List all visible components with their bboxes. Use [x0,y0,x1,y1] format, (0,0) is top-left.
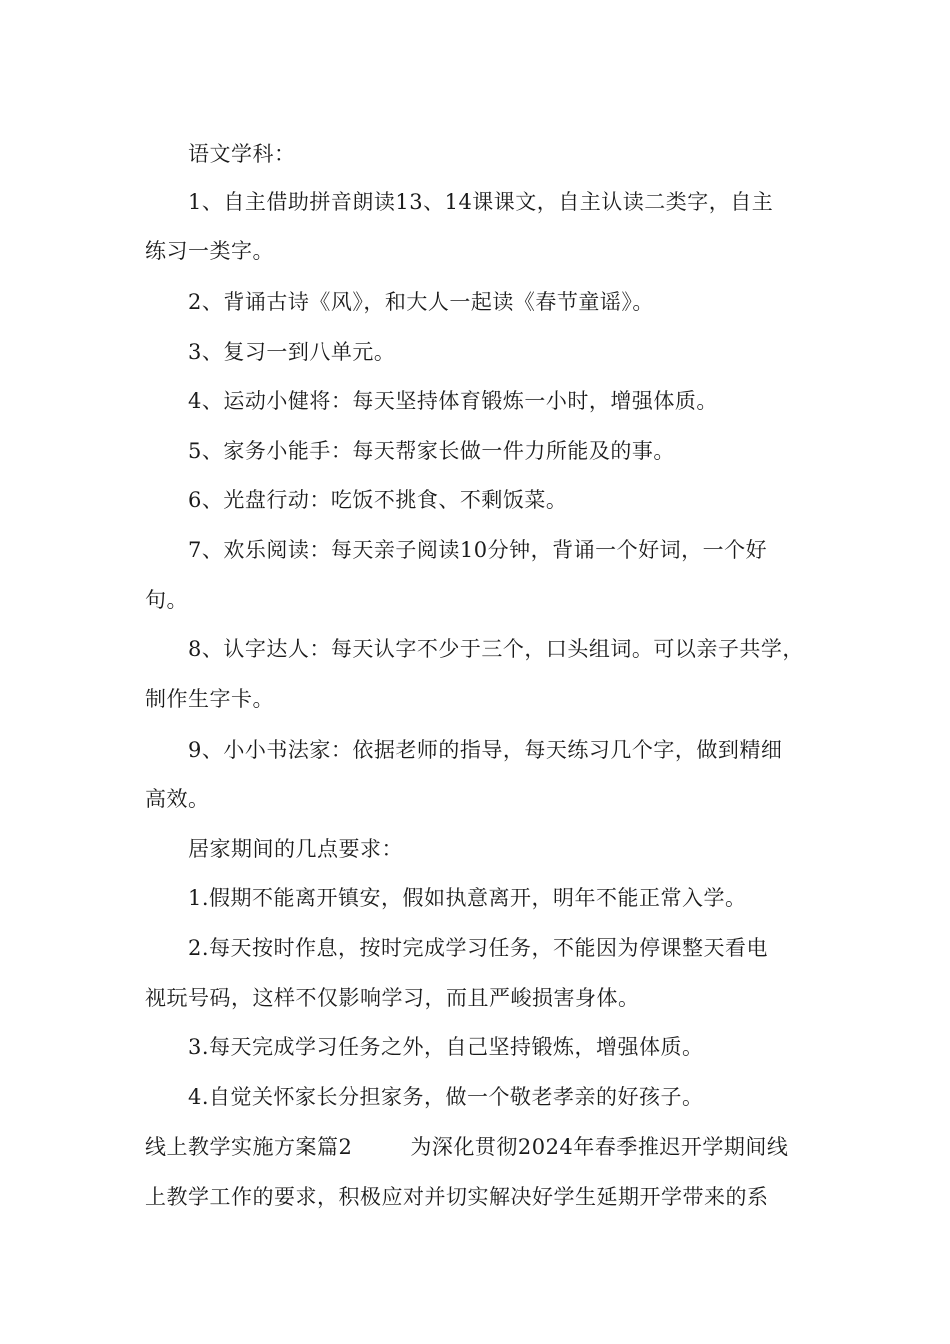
list-item-7-line2: 句。 [145,588,188,612]
list-item-3: 3、复习一到八单元。 [188,340,396,364]
list-item-5: 5、家务小能手：每天帮家长做一件力所能及的事。 [188,439,675,463]
list-item-8-line2: 制作生字卡。 [145,687,274,711]
next-section-line2: 上教学工作的要求，积极应对并切实解决好学生延期开学带来的系 [145,1185,769,1209]
subject-heading: 语文学科： [188,142,296,166]
list-item-6: 6、光盘行动：吃饭不挑食、不剩饭菜。 [188,488,568,512]
list-item-9-line2: 高效。 [145,787,210,811]
requirement-4: 4.自觉关怀家长分担家务，做一个敬老孝亲的好孩子。 [188,1085,704,1109]
requirement-2-line2: 视玩号码，这样不仅影响学习，而且严峻损害身体。 [145,986,640,1010]
list-item-1-line1: 1、自主借助拼音朗读13、14课课文，自主认读二类字，自主 [188,190,774,214]
list-item-1-line2: 练习一类字。 [145,239,274,263]
requirement-3: 3.每天完成学习任务之外，自己坚持锻炼，增强体质。 [188,1035,704,1059]
next-section-line1 [145,1132,788,1162]
next-section-intro: 为深化贯彻2024年春季推迟开学期间线 [410,1135,789,1159]
next-section-title: 线上教学实施方案篇2 [145,1135,353,1159]
requirement-1: 1.假期不能离开镇安，假如执意离开，明年不能正常入学。 [188,886,747,910]
list-item-8-line1: 8、认字达人：每天认字不少于三个，口头组词。可以亲子共学， [188,637,804,661]
list-item-2: 2、背诵古诗《风》，和大人一起读《春节童谣》。 [188,290,654,314]
list-item-4: 4、运动小健将：每天坚持体育锻炼一小时，增强体质。 [188,389,718,413]
list-item-9-line1: 9、小小书法家：依据老师的指导，每天练习几个字，做到精细 [188,738,783,762]
requirement-2-line1: 2.每天按时作息，按时完成学习任务，不能因为停课整天看电 [188,936,769,960]
requirements-heading: 居家期间的几点要求： [188,837,403,861]
list-item-7-line1: 7、欢乐阅读：每天亲子阅读10分钟，背诵一个好词，一个好 [188,538,768,562]
